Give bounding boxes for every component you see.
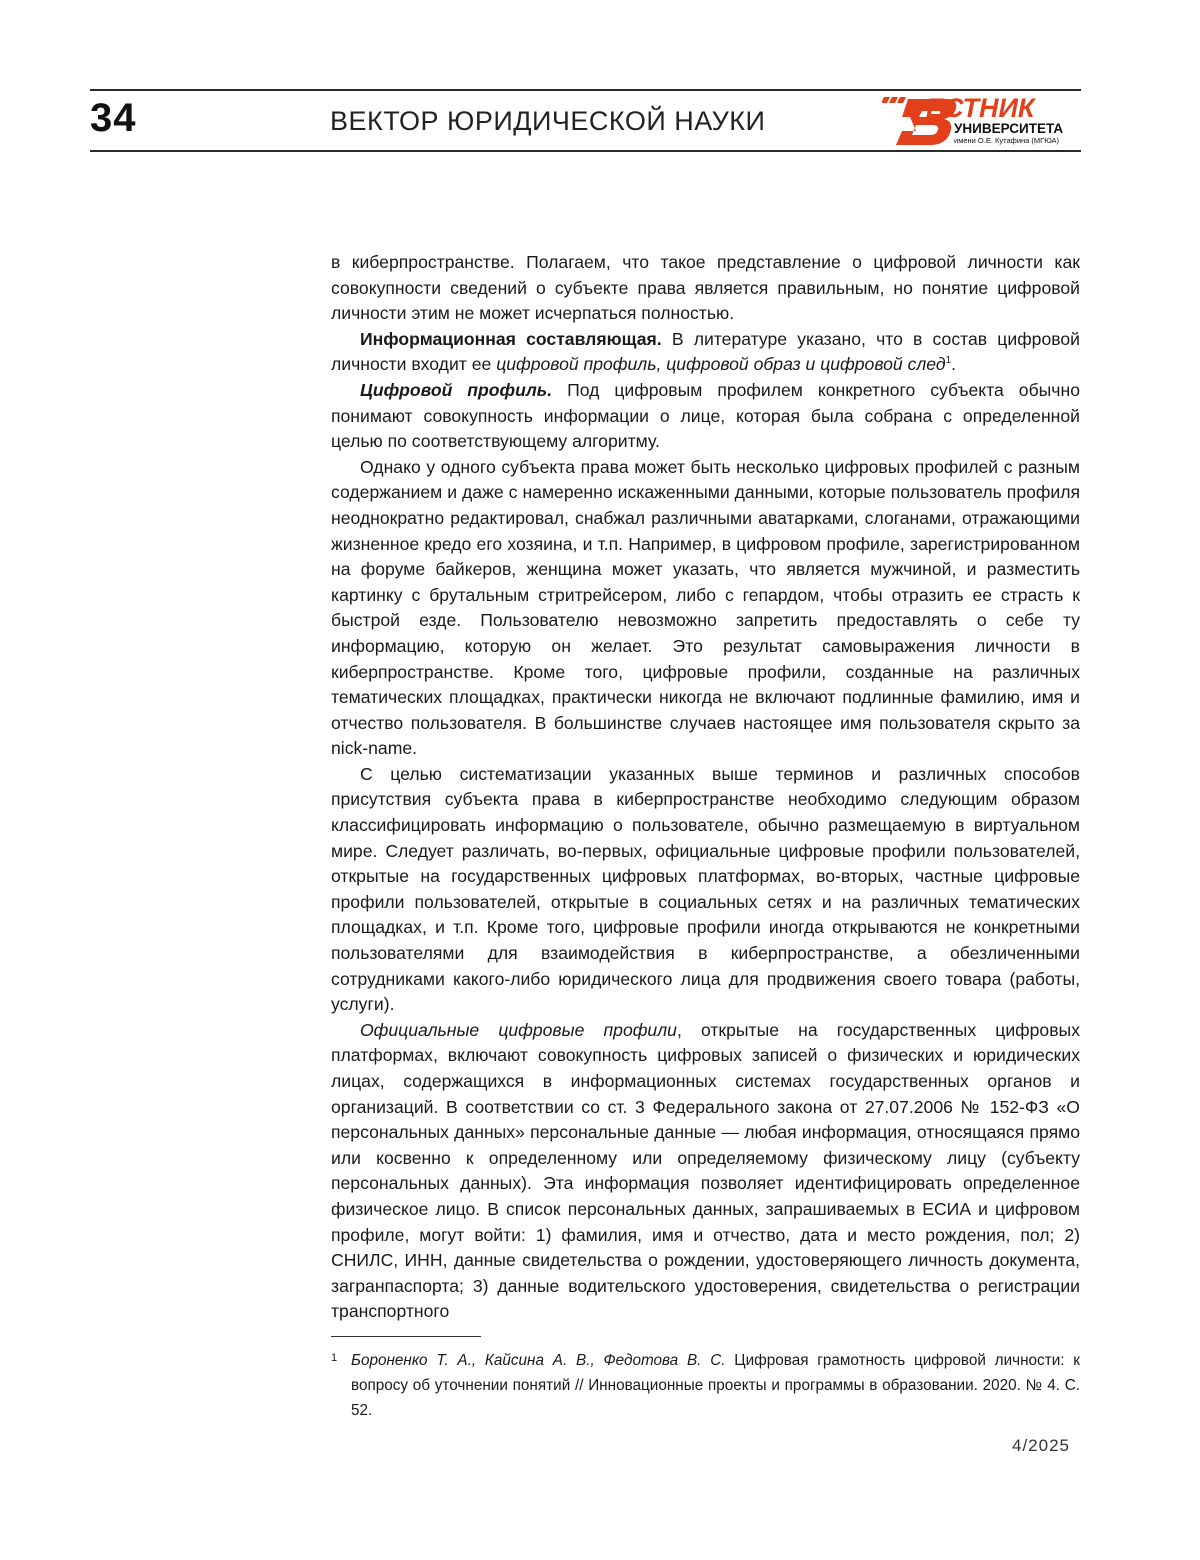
footnote-reference[interactable]: 1: [946, 356, 952, 367]
paragraph: Официальные цифровые профили, открытые на государственных цифровых платформах, включают совокупность цифровых записей о физических и юриди­ческих лицах, содержащихся в информационных системах государственных ор­ганов и организаций. В соответствии со ст. 3 Федерального закона от 27.07.2006 № 152-ФЗ «О персональных данных» персональные данные — любая инфор­мация, относящаяся прямо или косвенно к определенному или определяемому физическому лицу (субъекту персональных данных). Эта информация позволя­ет идентифицировать определенное физическое лицо. В список персональных данных, запрашиваемых в ЕСИА и цифровом профиле, могут войти: 1) фамилия, имя и отчество, дата и место рождения, пол; 2) СНИЛС, ИНН, данные свидетель­ства о рождении, удостоверяющего личность документа, загранпаспорта; 3) дан­ные водительского удостоверения, свидетельства о регистрации транспортного: [331, 1018, 1080, 1325]
paragraph: в киберпространстве. Полагаем, что такое представление о цифровой личности как совокупности сведений о субъекте права является правильным, но понятие цифровой личности этим не может исчерпаться полностью.: [331, 250, 1080, 327]
issue-number: 4/2025: [1012, 1436, 1070, 1456]
term-emphasis: Официальные цифровые профили: [360, 1020, 677, 1040]
logo-word: ЕСТНИК: [926, 93, 1035, 124]
footnote: [331, 1348, 1080, 1423]
page-number: 34: [90, 96, 137, 141]
footnote-separator: [331, 1336, 481, 1337]
run-in-heading: Информационная составляющая.: [360, 329, 662, 349]
footnote-mark: 1: [331, 1346, 337, 1371]
paragraph: Однако у одного субъекта права может быть несколько цифровых профилей с разным содержанием и даже с намеренно искаженными данными, которые поль­зователь профиля неоднократно редактировал, снабжал различными аватарка­ми, слоганами, отражающими жизненное кредо его хозяина, и т.п. Например, в цифровом профиле, зарегистрированном на форуме байкеров, женщина может указать, что является мужчиной, и разместить картинку с брутальным стритрей­сером, либо с гепардом, чтобы отразить ее страсть к быстрой езде. Пользователю невозможно запретить предоставлять о себе ту информацию, которую он желает. Это результат самовыражения личности в киберпространстве. Кроме того, циф­ровые профили, созданные на различных тематических площадках, практически никогда не включают подлинные фамилию, имя и отчество пользователя. В боль­шинстве случаев настоящее имя пользователя скрыто за nick-name.: [331, 455, 1080, 762]
header-bottom-rule: [90, 150, 1081, 152]
logo-subtitle: имени О.Е. Кутафина (МГЮА): [954, 136, 1059, 145]
footnote-authors: Бороненко Т. А., Кайсина А. В., Федотова В. С.: [351, 1352, 726, 1369]
paragraph: С целью систематизации указанных выше терминов и различных способов присутствия субъекта права в киберпространстве необходимо следующим об­разом классифицировать информацию о пользователе, обычно размещаемую в виртуальном мире. Следует различать, во-первых, официальные цифровые профили пользователей, открытые на государственных цифровых платформах, во-вторых, частные цифровые профили пользователей, открытые в социальных сетях и на различных тематических площадках, и т.п. Кроме того, цифровые про­фили иногда открываются не конкретными пользователями для взаимодействия в киберпространстве, а обезличенными сотрудниками какого-либо юридического лица для продвижения своего товара (работы, услуги).: [331, 762, 1080, 1018]
footnote-text: Бороненко Т. А., Кайсина А. В., Федотова В. С. Цифровая грамотность цифровой лич­ности: к вопросу об уточнении понятий // Инновационные проекты и программы в обра­зовании. 2020. № 4. С. 52.: [351, 1348, 1080, 1423]
term-emphasis: цифровой профиль, цифровой образ и цифровой след: [496, 354, 945, 374]
article-body: [331, 250, 1080, 1325]
journal-logo: [882, 95, 1082, 147]
paragraph: Информационная составляющая. В литературе указано, что в состав циф­ровой личности входит ее цифровой профиль, цифровой образ и цифровой след1.: [331, 327, 1080, 378]
run-in-heading: Цифровой профиль.: [360, 380, 552, 400]
header-top-rule: [90, 89, 1081, 91]
paragraph: Цифровой профиль. Под цифровым профилем конкретного субъекта обычно понимают совокупность информации о лице, которая была собрана с определен­ной целью по соответствующему алгоритму.: [331, 378, 1080, 455]
logo-university: УНИВЕРСИТЕТА: [954, 121, 1063, 136]
section-title: ВЕКТОР ЮРИДИЧЕСКОЙ НАУКИ: [330, 106, 765, 137]
